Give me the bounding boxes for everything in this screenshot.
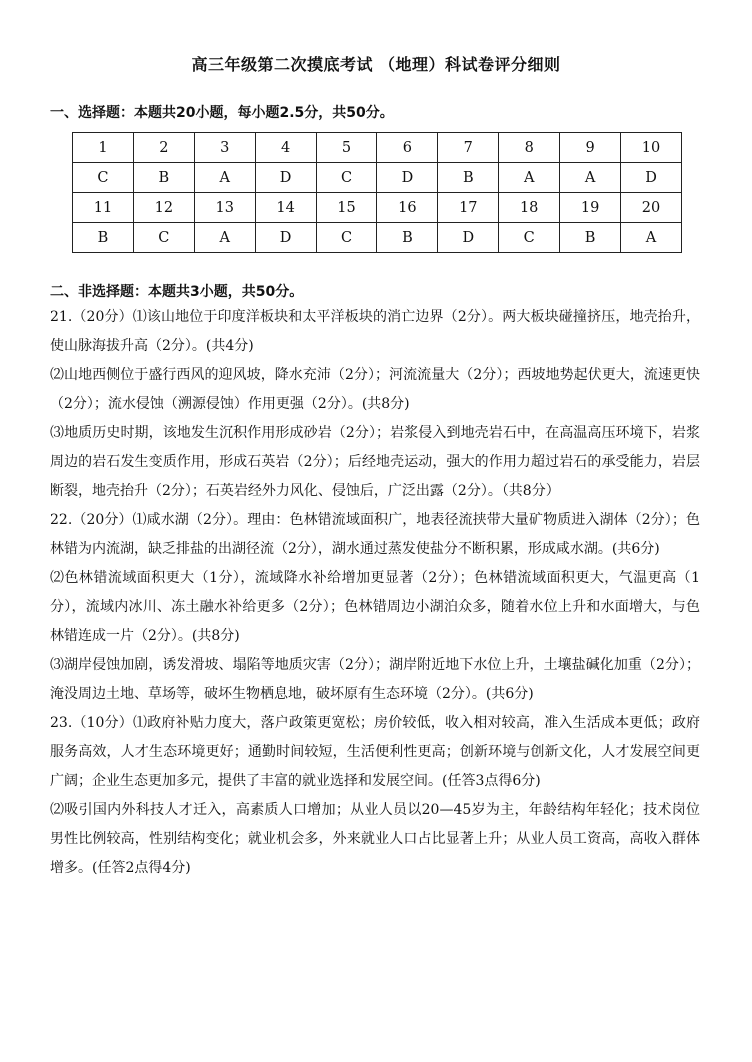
table-cell: 19 [560,193,621,223]
table-cell: C [73,163,134,193]
paragraph-q22-1: 22.（20分）⑴咸水湖（2分）。理由：色林错流域面积广，地表径流挟带大量矿物质进入湖体（2分）；色林错为内流湖，缺乏排盐的出湖径流（2分），湖水通过蒸发使盐分不断积累，形成咸水湖。(共6分) [50,512,700,557]
paragraph-q23-2: ⑵吸引国内外科技人才迁入，高素质人口增加；从业人员以20—45岁为主，年龄结构年轻化；技术岗位男性比例较高，性别结构变化；就业机会多，外来就业人口占比显著上升；从业人员工资高，高收入群体增多。(任答2点得4分) [50,802,700,876]
table-row [73,223,682,253]
table-cell: A [499,163,560,193]
table-cell: D [255,223,316,253]
table-cell: 18 [499,193,560,223]
table-cell: D [438,223,499,253]
table-cell: C [499,223,560,253]
table-cell: 13 [194,193,255,223]
table-cell: 6 [377,133,438,163]
table-cell: 16 [377,193,438,223]
table-cell: 10 [621,133,682,163]
table-cell: 9 [560,133,621,163]
paragraph-q21-2: ⑵山地西侧位于盛行西风的迎风坡，降水充沛（2分）；河流流量大（2分）；西坡地势起伏更大，流速更快（2分）；流水侵蚀（溯源侵蚀）作用更强（2分）。(共8分) [50,367,700,412]
table-cell: 8 [499,133,560,163]
table-cell: B [133,163,194,193]
table-cell: C [316,223,377,253]
page-title: 高三年级第二次摸底考试 （地理）科试卷评分细则 [191,55,561,74]
section-heading-non-choice: 二、非选择题：本题共3小题，共50分。 [50,284,304,300]
table-cell: 2 [133,133,194,163]
table-cell: 4 [255,133,316,163]
table-cell: B [73,223,134,253]
table-cell: 7 [438,133,499,163]
table-cell: B [377,223,438,253]
table-row [73,193,682,223]
table-cell: 15 [316,193,377,223]
paragraph-q21-3: ⑶地质历史时期，该地发生沉积作用形成砂岩（2分）；岩浆侵入到地壳岩石中，在高温高压环境下，岩浆周边的岩石发生变质作用，形成石英岩（2分）；后经地壳运动，强大的作用力超过岩石的承受能力，岩层断裂，地壳抬升（2分）；石英岩经外力风化、侵蚀后，广泛出露（2分）。（共8分） [50,425,700,499]
paragraph-q21-1: 21.（20分）⑴该山地位于印度洋板块和太平洋板块的消亡边界（2分）。两大板块碰撞挤压，地壳抬升，使山脉海拔升高（2分）。(共4分) [50,309,700,354]
table-cell: A [621,223,682,253]
paragraph-q22-2: ⑵色林错流域面积更大（1分），流域降水补给增加更显著（2分）；色林错流域面积更大，气温更高（1分），流域内冰川、冻土融水补给更多（2分）；色林错周边小湖泊众多，随着水位上升和水面增大，与色林错连成一片（2分）。(共8分) [50,570,700,644]
table-row [73,133,682,163]
table-cell: 3 [194,133,255,163]
table-cell: D [621,163,682,193]
answer-body [50,303,700,883]
section-heading-choice: 一、选择题：本题共20小题，每小题2.5分，共50分。 [50,105,394,121]
table-cell: 17 [438,193,499,223]
table-cell: A [194,223,255,253]
paragraph-q23-1: 23.（10分）⑴政府补贴力度大，落户政策更宽松；房价较低，收入相对较高，准入生活成本更低；政府服务高效，人才生态环境更好；通勤时间较短，生活便利性更高；创新环境与创新文化，人才发展空间更广阔；企业生态更加多元，提供了丰富的就业选择和发展空间。(任答3点得6分) [50,715,700,789]
table-cell: C [133,223,194,253]
table-cell: 12 [133,193,194,223]
table-row [73,163,682,193]
table-cell: 11 [73,193,134,223]
answer-table [72,132,682,253]
table-cell: B [438,163,499,193]
table-cell: C [316,163,377,193]
table-cell: 5 [316,133,377,163]
table-cell: 20 [621,193,682,223]
table-cell: A [194,163,255,193]
table-cell: D [377,163,438,193]
paragraph-q22-3: ⑶湖岸侵蚀加剧，诱发滑坡、塌陷等地质灾害（2分）；湖岸附近地下水位上升，土壤盐碱化加重（2分）；淹没周边土地、草场等，破坏生物栖息地，破坏原有生态环境（2分）。(共6分) [50,657,700,702]
table-cell: A [560,163,621,193]
table-cell: D [255,163,316,193]
table-cell: 14 [255,193,316,223]
table-cell: 1 [73,133,134,163]
table-cell: B [560,223,621,253]
